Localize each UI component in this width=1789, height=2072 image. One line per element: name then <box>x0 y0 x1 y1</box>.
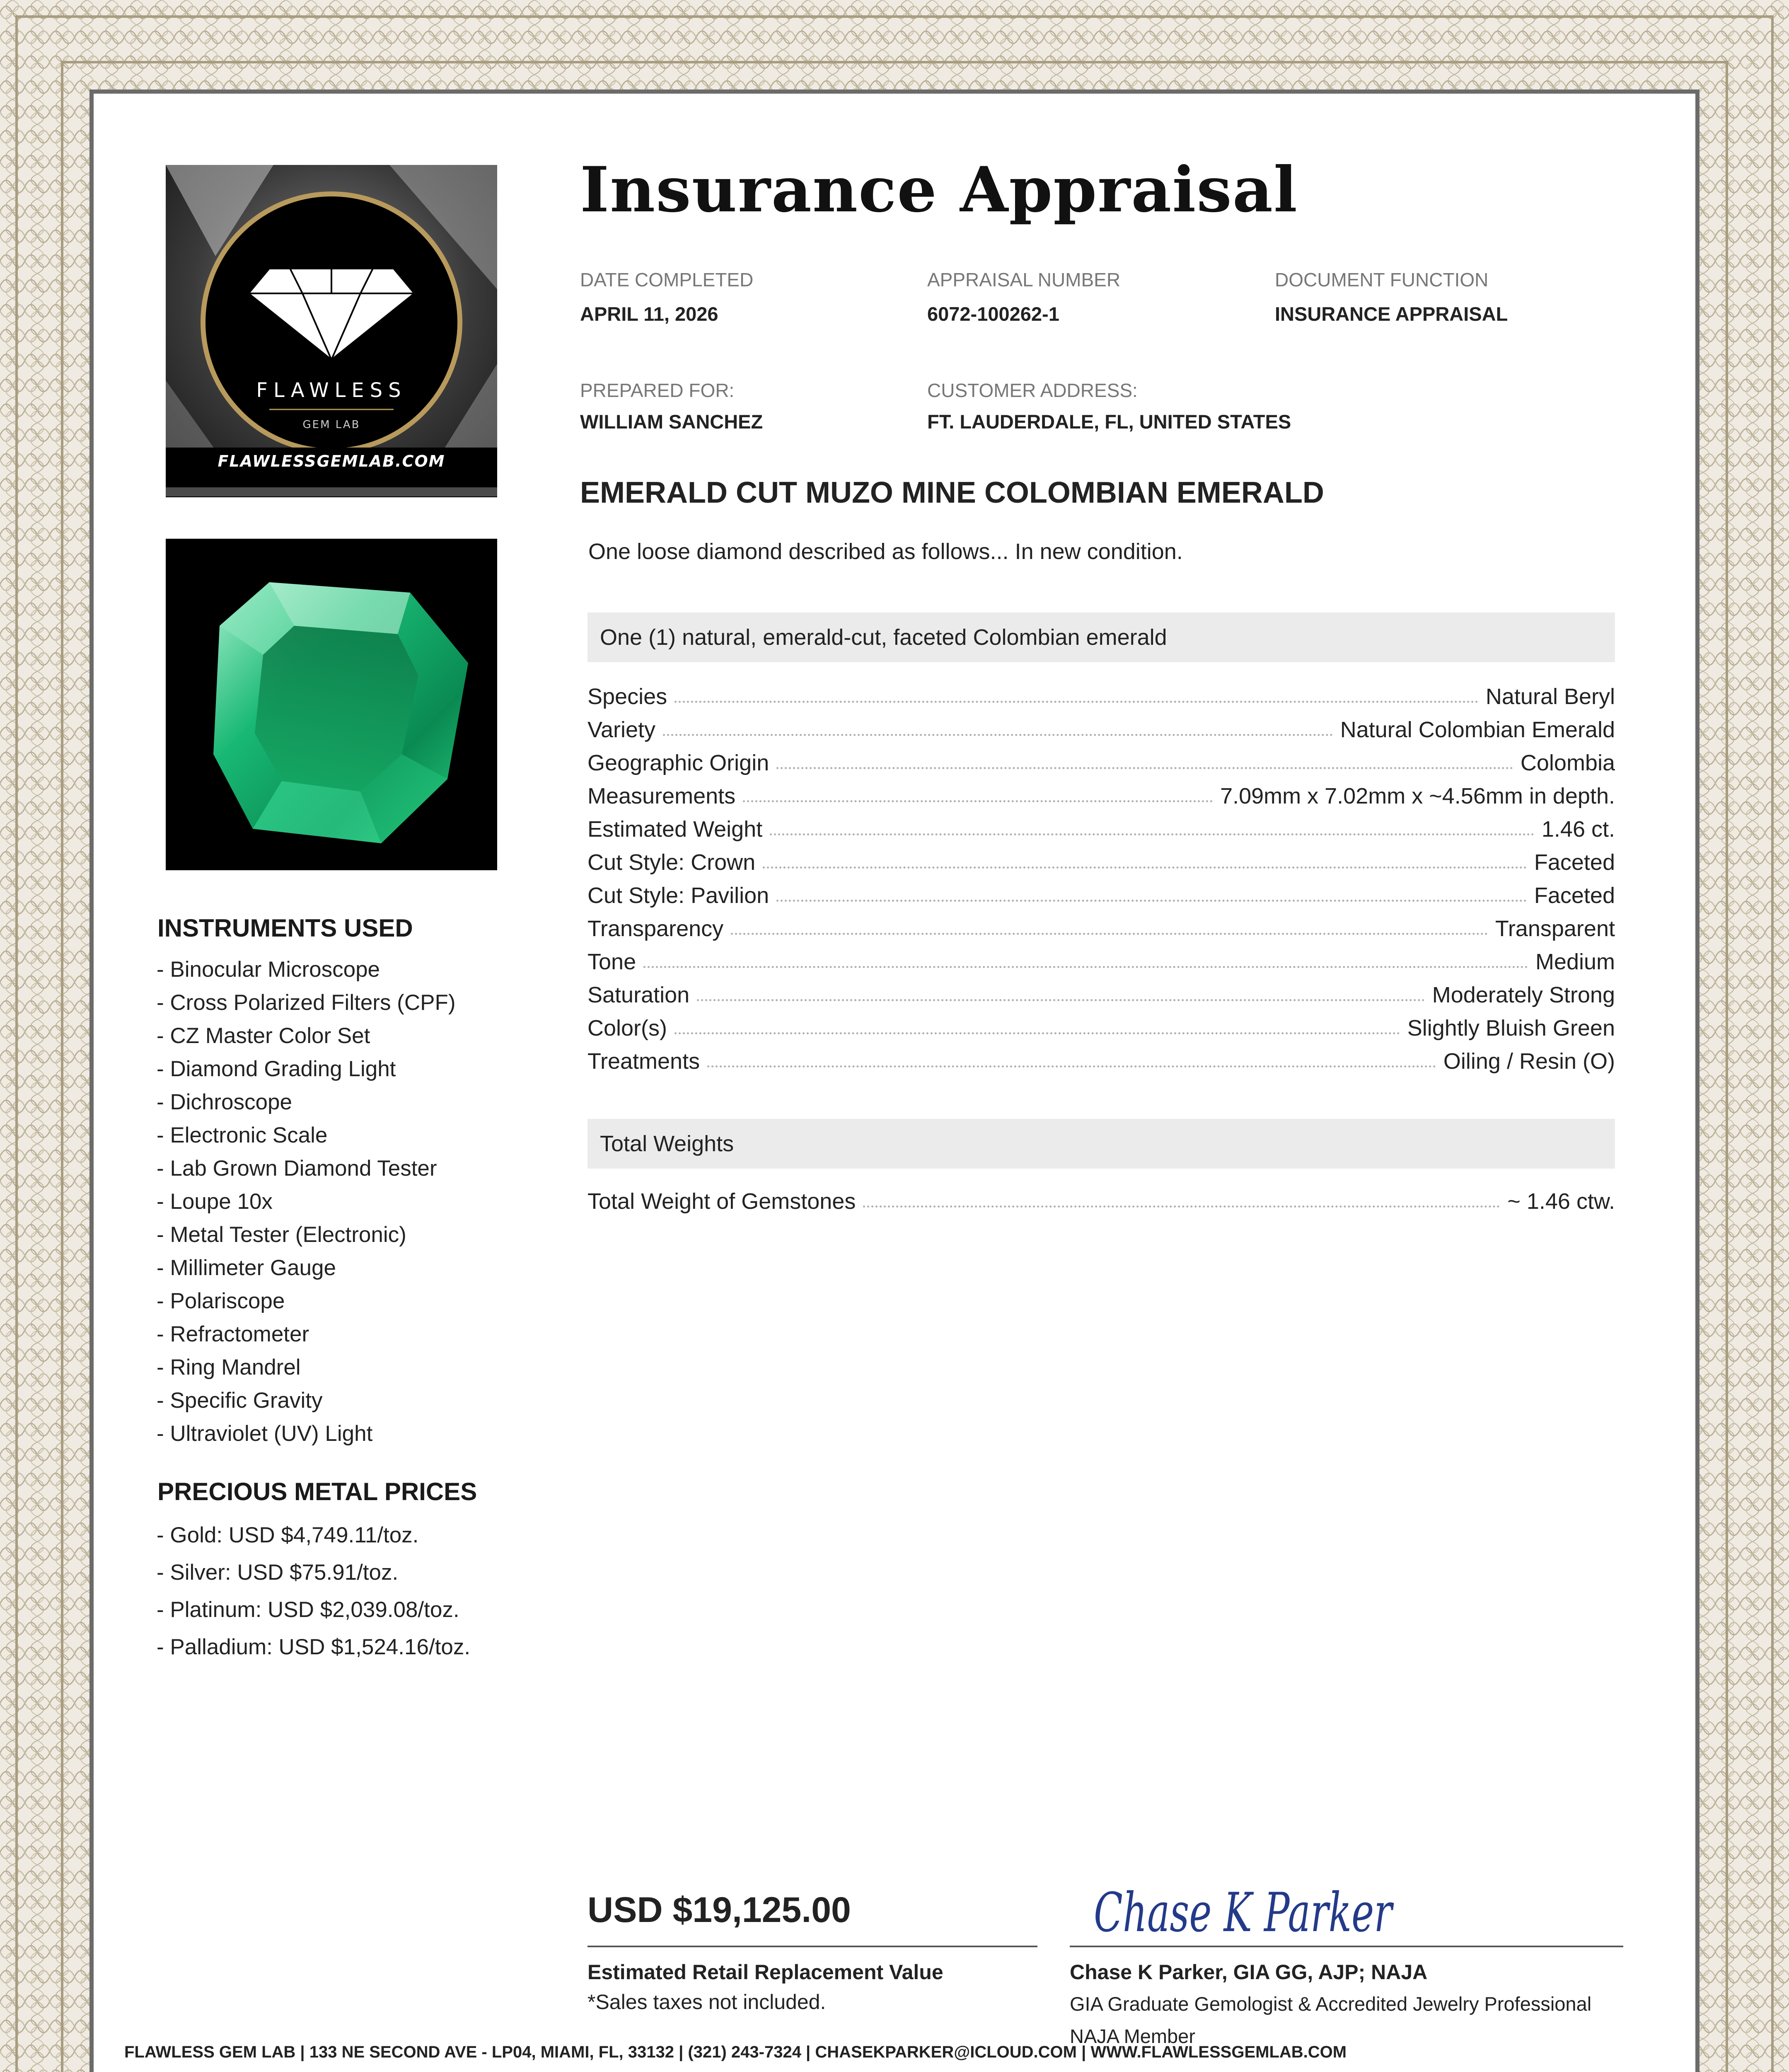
instruments-heading: INSTRUMENTS USED <box>157 914 413 942</box>
list-item: - Dichroscope <box>157 1090 292 1114</box>
lab-logo <box>166 165 497 496</box>
appraisal-number-value: 6072-100262-1 <box>927 303 1059 325</box>
list-item: - Millimeter Gauge <box>157 1256 336 1280</box>
leader-dots <box>776 900 1527 902</box>
customer-address-label: CUSTOMER ADDRESS: <box>927 380 1138 401</box>
metal-prices-heading: PRECIOUS METAL PRICES <box>157 1478 477 1506</box>
leader-dots <box>675 1032 1400 1034</box>
spec-row <box>587 908 1615 942</box>
spec-row <box>587 776 1615 809</box>
lab-website: FLAWLESSGEMLAB.COM <box>166 448 497 497</box>
value-note: *Sales taxes not included. <box>587 1990 826 2014</box>
spec-row <box>587 1008 1615 1041</box>
leader-dots <box>707 1065 1436 1067</box>
spec-row <box>587 875 1615 908</box>
leader-dots <box>663 734 1333 736</box>
spec-value: ~ 1.46 ctw. <box>1507 1189 1615 1214</box>
spec-row <box>587 1041 1615 1074</box>
spec-key: Total Weight of Gemstones <box>587 1189 856 1214</box>
customer-address-value: FT. LAUDERDALE, FL, UNITED STATES <box>927 411 1291 433</box>
appraiser-signature <box>1090 1877 1405 1952</box>
item-summary-band: One (1) natural, emerald-cut, faceted Colombian emerald <box>587 612 1615 662</box>
spec-value: Moderately Strong <box>1432 983 1615 1007</box>
item-title: EMERALD CUT MUZO MINE COLOMBIAN EMERALD <box>580 476 1324 509</box>
value-rule <box>587 1946 1037 1947</box>
spec-row <box>587 975 1615 1008</box>
list-item: - Platinum: USD $2,039.08/toz. <box>157 1598 459 1622</box>
leader-dots <box>776 767 1513 769</box>
document-function-label: DOCUMENT FUNCTION <box>1275 269 1489 290</box>
spec-value: Natural Colombian Emerald <box>1340 717 1615 742</box>
date-completed-label: DATE COMPLETED <box>580 269 754 290</box>
list-item: - Gold: USD $4,749.11/toz. <box>157 1523 419 1547</box>
leader-dots <box>675 701 1478 703</box>
list-item: - Refractometer <box>157 1322 309 1346</box>
spec-key: Species <box>587 684 667 709</box>
list-item: - Ultraviolet (UV) Light <box>157 1421 373 1446</box>
total-weight-row <box>587 1181 1615 1214</box>
spec-key: Treatments <box>587 1049 700 1074</box>
appraiser-member: NAJA Member <box>1070 2025 1195 2047</box>
logo-brand: FLAWLESS <box>256 379 407 402</box>
prepared-for-value: WILLIAM SANCHEZ <box>580 411 763 433</box>
list-item: - Diamond Grading Light <box>157 1057 396 1081</box>
leader-dots <box>763 867 1527 869</box>
list-item: - Palladium: USD $1,524.16/toz. <box>157 1635 471 1659</box>
spec-key: Measurements <box>587 784 736 808</box>
spec-value: Transparent <box>1495 916 1615 941</box>
list-item: - Electronic Scale <box>157 1123 328 1147</box>
spec-value: Slightly Bluish Green <box>1407 1016 1615 1041</box>
spec-value: 1.46 ct. <box>1541 817 1615 842</box>
leader-dots <box>643 966 1528 968</box>
page-title: Insurance Appraisal <box>580 153 1298 226</box>
instruments-list <box>157 953 455 1450</box>
totals-band: Total Weights <box>587 1119 1615 1169</box>
leader-dots <box>743 800 1213 802</box>
list-item: - Binocular Microscope <box>157 957 380 982</box>
spec-value: Faceted <box>1534 850 1615 875</box>
spec-key: Transparency <box>587 916 724 941</box>
spec-value: Oiling / Resin (O) <box>1443 1049 1615 1074</box>
document-function-value: INSURANCE APPRAISAL <box>1275 303 1508 325</box>
spec-key: Cut Style: Pavilion <box>587 883 769 908</box>
spec-key: Estimated Weight <box>587 817 763 842</box>
list-item: - Ring Mandrel <box>157 1355 301 1380</box>
spec-row <box>587 809 1615 842</box>
leader-dots <box>863 1205 1500 1208</box>
prepared-for-label: PREPARED FOR: <box>580 380 735 401</box>
spec-row <box>587 743 1615 776</box>
leader-dots <box>770 833 1534 835</box>
spec-key: Tone <box>587 949 636 974</box>
appraiser-title: GIA Graduate Gemologist & Accredited Jewelry Professional <box>1070 1993 1592 2015</box>
spec-value: Medium <box>1535 949 1615 974</box>
spec-row <box>587 942 1615 975</box>
item-description: One loose diamond described as follows... In new condition. <box>588 539 1183 564</box>
value-label: Estimated Retail Replacement Value <box>587 1961 943 1984</box>
list-item: - Lab Grown Diamond Tester <box>157 1156 437 1181</box>
gemstone-photo <box>166 539 497 870</box>
list-item: - Metal Tester (Electronic) <box>157 1222 406 1247</box>
appraised-value: USD $19,125.00 <box>587 1890 851 1930</box>
leader-dots <box>697 999 1425 1001</box>
list-item: - Loupe 10x <box>157 1189 273 1214</box>
spec-key: Geographic Origin <box>587 750 769 775</box>
spec-key: Cut Style: Crown <box>587 850 756 875</box>
list-item: - Polariscope <box>157 1289 285 1313</box>
date-completed-value: APRIL 11, 2026 <box>580 303 718 325</box>
list-item: - CZ Master Color Set <box>157 1024 370 1048</box>
leader-dots <box>731 933 1488 935</box>
spec-key: Color(s) <box>587 1016 667 1041</box>
metal-prices-list <box>157 1517 470 1666</box>
list-item: - Specific Gravity <box>157 1388 323 1413</box>
list-item: - Cross Polarized Filters (CPF) <box>157 990 456 1015</box>
logo-stripe <box>166 487 497 496</box>
spec-value: Colombia <box>1520 750 1615 775</box>
spec-row <box>587 709 1615 743</box>
spec-value: Natural Beryl <box>1485 684 1615 709</box>
appraisal-number-label: APPRAISAL NUMBER <box>927 269 1121 290</box>
lab-contact-line: FLAWLESS GEM LAB | 133 NE SECOND AVE - LP04, MIAMI, FL, 33132 | (321) 243-7324 | CHASEKPARKER@ICLOUD.COM | WWW.FLAWLESSGEMLAB.COM <box>124 2043 1347 2061</box>
logo-sub: GEM LAB <box>302 419 360 431</box>
spec-key: Variety <box>587 717 656 742</box>
spec-value: 7.09mm x 7.02mm x ~4.56mm in depth. <box>1220 784 1615 808</box>
signature-text: Chase K Parker <box>1094 1881 1394 1944</box>
spec-row <box>587 842 1615 875</box>
appraiser-name: Chase K Parker, GIA GG, AJP; NAJA <box>1070 1961 1428 1984</box>
spec-row <box>587 676 1615 709</box>
spec-value: Faceted <box>1534 883 1615 908</box>
signature-rule <box>1070 1946 1623 1947</box>
list-item: - Silver: USD $75.91/toz. <box>157 1560 399 1585</box>
spec-key: Saturation <box>587 983 690 1007</box>
